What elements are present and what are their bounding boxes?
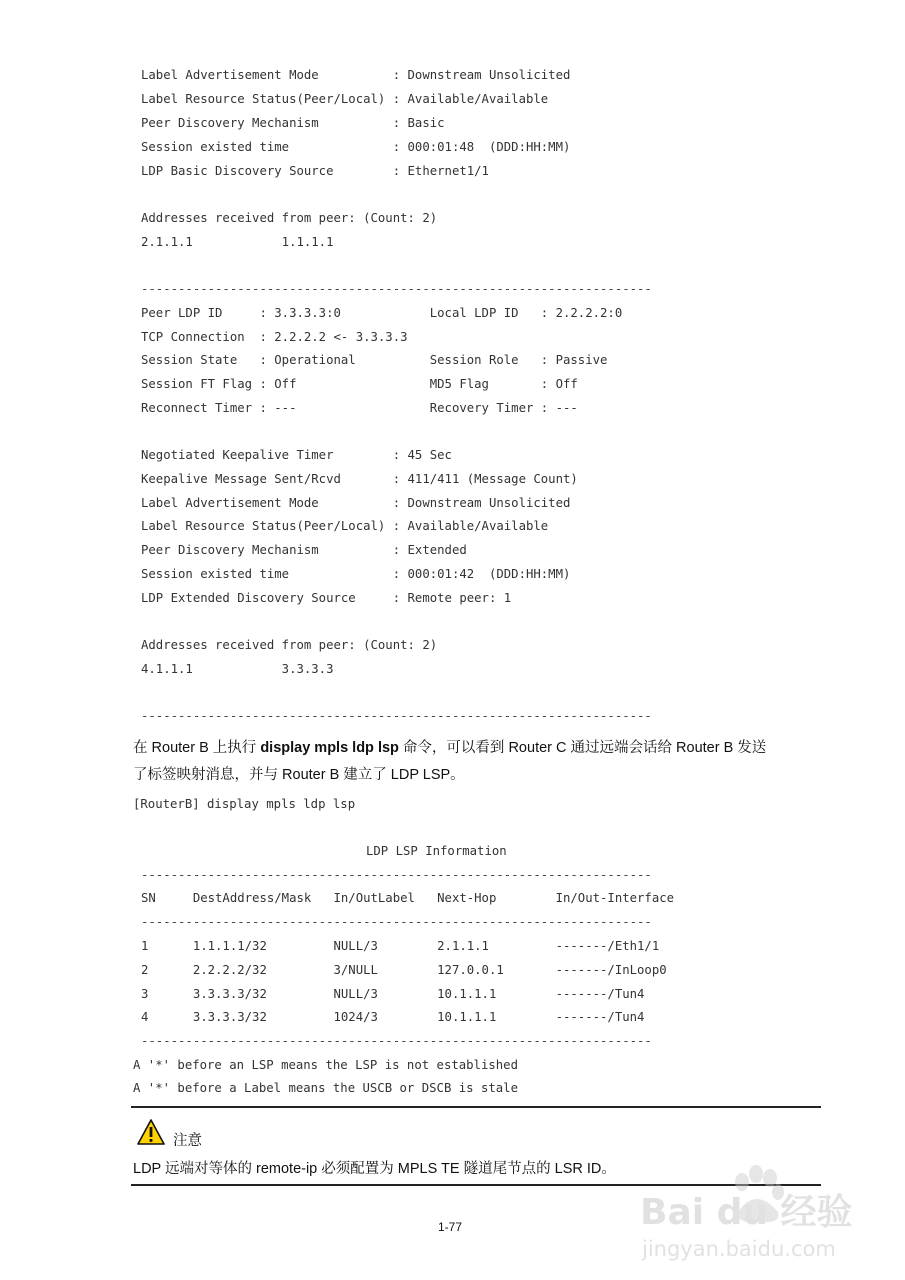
separator-line: --------------------------------------------------------------------- [141, 868, 652, 882]
config-line: Negotiated Keepalive Timer : 45 Sec [141, 448, 452, 462]
config-line: Peer Discovery Mechanism : Basic [141, 116, 445, 130]
caution-top-rule [131, 1106, 821, 1108]
table-row: 1 1.1.1.1/32 NULL/3 2.1.1.1 -------/Eth1/1 [141, 939, 660, 953]
body-paragraph [133, 736, 766, 757]
table-row: 3 3.3.3.3/32 NULL/3 10.1.1.1 -------/Tun4 [141, 987, 645, 1001]
lsp-title: LDP LSP Information [366, 844, 507, 858]
watermark-url: jingyan.baidu.com [642, 1237, 836, 1261]
baidu-watermark [632, 1160, 862, 1270]
table-row: 2 2.2.2.2/32 3/NULL 127.0.0.1 -------/InLoop0 [141, 963, 667, 977]
peer-line: Reconnect Timer : --- Recovery Timer : --- [141, 401, 578, 415]
addresses-values: 4.1.1.1 3.3.3.3 [141, 662, 334, 676]
table-header: SN DestAddress/Mask In/OutLabel Next-Hop In/Out-Interface [141, 891, 675, 905]
addresses-values: 2.1.1.1 1.1.1.1 [141, 235, 334, 249]
peer-line: TCP Connection : 2.2.2.2 <- 3.3.3.3 [141, 330, 408, 344]
peer-line: Session State : Operational Session Role : Passive [141, 353, 608, 367]
separator-line: --------------------------------------------------------------------- [141, 915, 652, 929]
config-line: LDP Extended Discovery Source : Remote peer: 1 [141, 591, 512, 605]
note-line: A '*' before a Label means the USCB or DSCB is stale [133, 1081, 518, 1095]
table-row: 4 3.3.3.3/32 1024/3 10.1.1.1 -------/Tun4 [141, 1010, 645, 1024]
peer-line: Session FT Flag : Off MD5 Flag : Off [141, 377, 578, 391]
watermark-brand: Bai du 经验 [640, 1192, 853, 1233]
body-paragraph-line2: 了标签映射消息，并与 Router B 建立了 LDP LSP。 [133, 767, 465, 783]
config-line: Keepalive Message Sent/Rcvd : 411/411 (Message Count) [141, 472, 578, 486]
config-line: Label Advertisement Mode : Downstream Unsolicited [141, 68, 571, 82]
config-line: Label Resource Status(Peer/Local) : Available/Available [141, 519, 549, 533]
paragraph-text: 在 Router B 上执行 [133, 740, 261, 756]
separator-line: --------------------------------------------------------------------- [141, 282, 652, 296]
addresses-header: Addresses received from peer: (Count: 2) [141, 638, 438, 652]
config-line: Session existed time : 000:01:42 (DDD:HH:MM) [141, 567, 571, 581]
config-line: LDP Basic Discovery Source : Ethernet1/1 [141, 164, 489, 178]
paragraph-text: 命令，可以看到 Router C 通过远端会话给 Router B 发送 [398, 740, 767, 756]
config-line: Session existed time : 000:01:48 (DDD:HH:MM) [141, 140, 571, 154]
warning-icon [136, 1118, 166, 1146]
command-keyword: display mpls ldp lsp [260, 740, 399, 756]
separator-line: --------------------------------------------------------------------- [141, 1034, 652, 1048]
config-line: Peer Discovery Mechanism : Extended [141, 543, 467, 557]
peer-line: Peer LDP ID : 3.3.3.3:0 Local LDP ID : 2.2.2.2:0 [141, 306, 623, 320]
separator-line: --------------------------------------------------------------------- [141, 709, 652, 723]
caution-text: LDP 远端对等体的 remote-ip 必须配置为 MPLS TE 隧道尾节点的 LSR ID。 [133, 1161, 616, 1177]
page-number: 1-77 [438, 1220, 463, 1234]
command-line: [RouterB] display mpls ldp lsp [133, 797, 356, 811]
note-line: A '*' before an LSP means the LSP is not established [133, 1058, 518, 1072]
config-line: Label Resource Status(Peer/Local) : Available/Available [141, 92, 549, 106]
addresses-header: Addresses received from peer: (Count: 2) [141, 211, 438, 225]
caution-title: 注意 [173, 1133, 202, 1149]
config-line: Label Advertisement Mode : Downstream Unsolicited [141, 496, 571, 510]
